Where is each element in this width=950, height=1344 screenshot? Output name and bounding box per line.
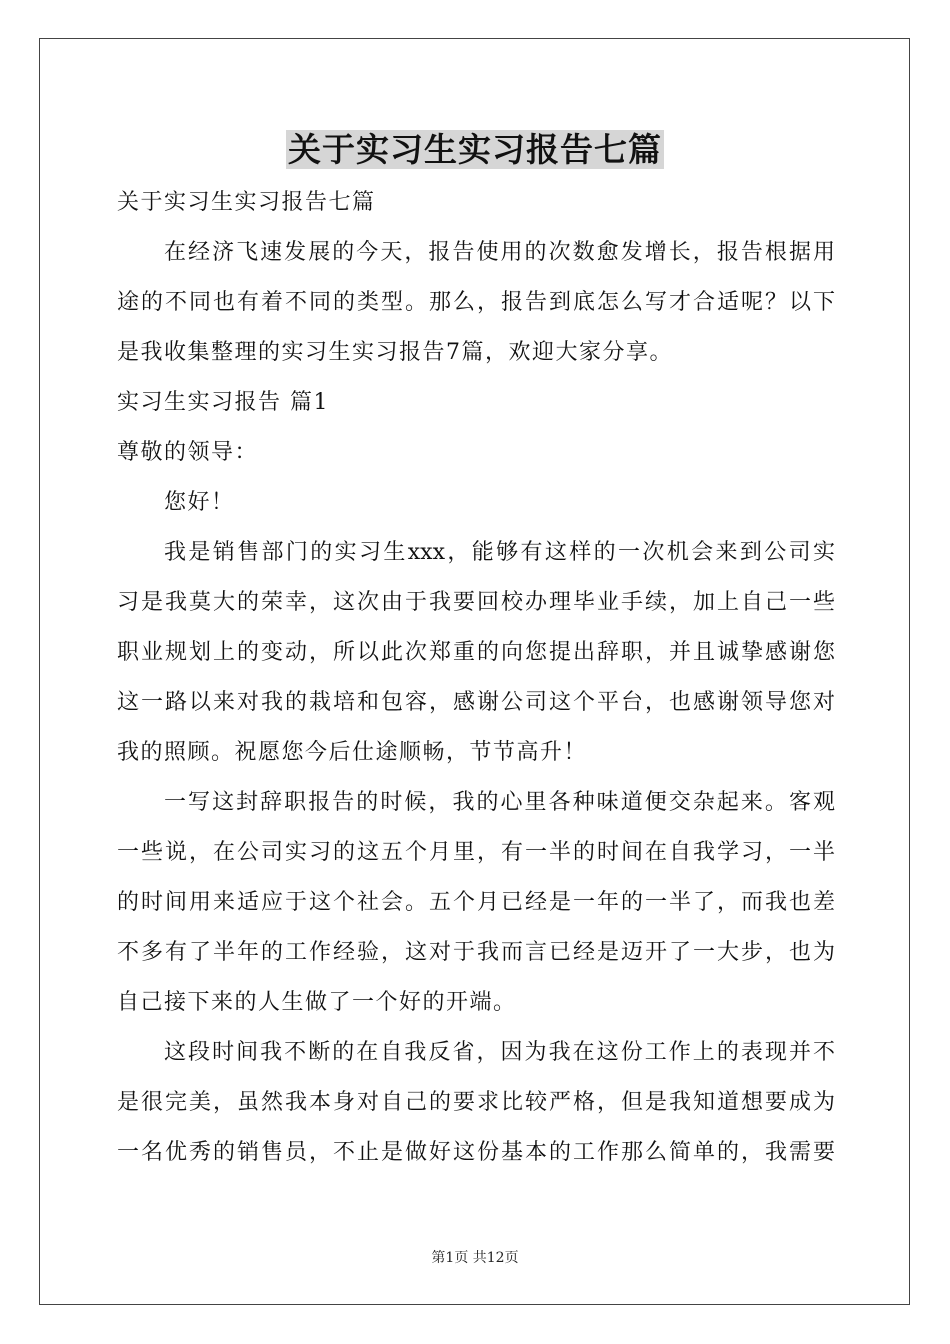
text-line: 职业规划上的变动，所以此次郑重的向您提出辞职，并且诚挚感谢您 bbox=[117, 640, 835, 665]
page-number: 第1页 共12页 bbox=[431, 1250, 519, 1266]
text-line: 实习生实习报告 篇1 bbox=[117, 390, 329, 415]
text-line: 自己接下来的人生做了一个好的开端。 bbox=[117, 990, 517, 1015]
text-line: 是很完美，虽然我本身对自己的要求比较严格，但是我知道想要成为 bbox=[117, 1090, 835, 1115]
document-title-wrap bbox=[0, 124, 950, 171]
text-line: 我是销售部门的实习生xxx，能够有这样的一次机会来到公司实 bbox=[164, 540, 835, 565]
text-line: 一些说，在公司实习的这五个月里，有一半的时间在自我学习，一半 bbox=[117, 840, 835, 865]
text-line: 一名优秀的销售员，不止是做好这份基本的工作那么简单的，我需要 bbox=[117, 1140, 835, 1165]
text-line: 不多有了半年的工作经验，这对于我而言已经是迈开了一大步，也为 bbox=[117, 940, 835, 965]
text-line: 您好！ bbox=[164, 490, 235, 515]
page-footer bbox=[0, 1247, 950, 1267]
text-line: 习是我莫大的荣幸，这次由于我要回校办理毕业手续，加上自己一些 bbox=[117, 590, 835, 615]
text-line: 一写这封辞职报告的时候，我的心里各种味道便交杂起来。客观 bbox=[164, 790, 835, 815]
text-line: 这段时间我不断的在自我反省，因为我在这份工作上的表现并不 bbox=[164, 1040, 835, 1065]
text-line: 的时间用来适应于这个社会。五个月已经是一年的一半了，而我也差 bbox=[117, 890, 835, 915]
document-body bbox=[117, 178, 835, 1178]
text-line: 在经济飞速发展的今天，报告使用的次数愈发增长，报告根据用 bbox=[164, 240, 835, 265]
text-line: 这一路以来对我的栽培和包容，感谢公司这个平台，也感谢领导您对 bbox=[117, 690, 835, 715]
text-line: 关于实习生实习报告七篇 bbox=[117, 190, 376, 215]
document-title: 关于实习生实习报告七篇 bbox=[288, 130, 662, 169]
text-line: 我的照顾。祝愿您今后仕途顺畅，节节高升！ bbox=[117, 740, 588, 765]
text-line: 途的不同也有着不同的类型。那么，报告到底怎么写才合适呢？以下 bbox=[117, 290, 835, 315]
text-line: 是我收集整理的实习生实习报告7篇，欢迎大家分享。 bbox=[117, 340, 673, 365]
text-line: 尊敬的领导： bbox=[117, 440, 259, 465]
